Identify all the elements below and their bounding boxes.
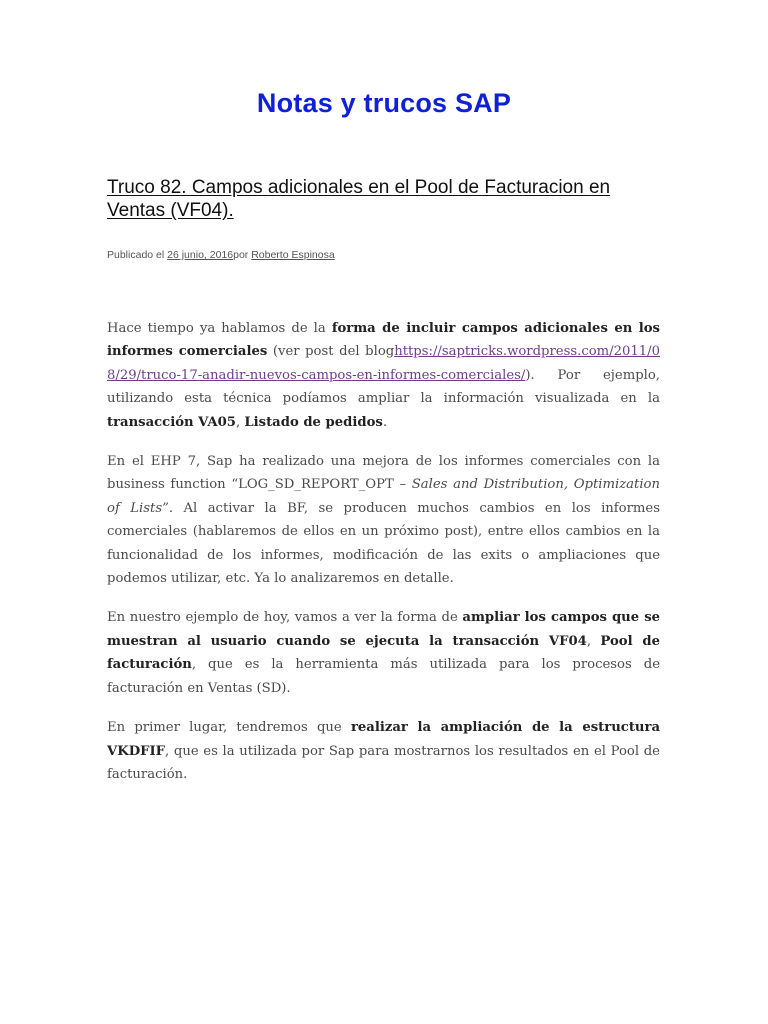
published-label: Publicado el — [107, 249, 168, 261]
text: (ver post del blog — [267, 344, 395, 360]
bold-text: transacción VA05 — [107, 414, 236, 430]
bold-text: forma de incluir campos adicionales en los informes comerciales — [107, 321, 660, 360]
site-title[interactable]: Notas y trucos SAP — [256, 88, 512, 118]
paragraph-1 — [107, 317, 660, 434]
post-date-link[interactable]: 26 junio, 2016 — [167, 249, 234, 261]
post-meta — [107, 249, 335, 261]
by-label: por — [233, 249, 252, 261]
text: Al activar la BF, se producen muchos cambios en los informes comerciales (hablaremos de ellos en un próximo post), entre ellos cambios en la funcionalidad de los informes, modificación de las exits o ampliaciones que podemos utilizar, etc. Ya lo analizaremos en detalle. — [107, 500, 660, 587]
paragraph-4 — [107, 716, 660, 786]
text: En nuestro ejemplo de hoy, vamos a ver la forma de — [107, 610, 463, 626]
blog-post-link[interactable]: https://saptricks.wordpress.com/2011/08/29/truco-17-anadir-nuevos-campos-en-informes-comerciales/ — [107, 344, 660, 383]
text: . — [382, 414, 388, 430]
bold-text: ampliar los campos que se muestran al usuario cuando se ejecuta la transacción VF04 — [107, 610, 661, 649]
text: , que es la herramienta más utilizada para los procesos de facturación en Ventas (SD). — [107, 657, 660, 696]
bold-text: Listado de pedidos — [244, 414, 383, 430]
post-title[interactable]: Truco 82. Campos adicionales en el Pool de Facturacion en Ventas (VF04). — [107, 177, 611, 221]
text: , — [235, 414, 245, 430]
text: En primer lugar, tendremos que — [107, 720, 351, 736]
post-content — [107, 317, 660, 802]
text: ). Por ejemplo, utilizando esta técnica podíamos ampliar la información visualizada en la — [107, 367, 660, 407]
author-link[interactable]: Roberto Espinosa — [251, 249, 335, 261]
text: En el EHP 7, Sap ha realizado una mejora de los informes comerciales con la business function “LOG_SD_REPORT_OPT – — [107, 454, 660, 493]
text: , que es la utilizada por Sap para mostrarnos los resultados en el Pool de facturación. — [107, 743, 660, 782]
paragraph-2 — [107, 450, 660, 590]
paragraph-3 — [107, 606, 660, 700]
bold-text: realizar la ampliación de la estructura VKDFIF — [107, 720, 660, 759]
bold-text: Pool de facturación — [107, 633, 660, 673]
italic-text: Sales and Distribution, Optimization of Lists”. — [107, 477, 660, 516]
text: Hace tiempo ya hablamos de la — [107, 321, 332, 336]
text: , — [586, 633, 601, 649]
